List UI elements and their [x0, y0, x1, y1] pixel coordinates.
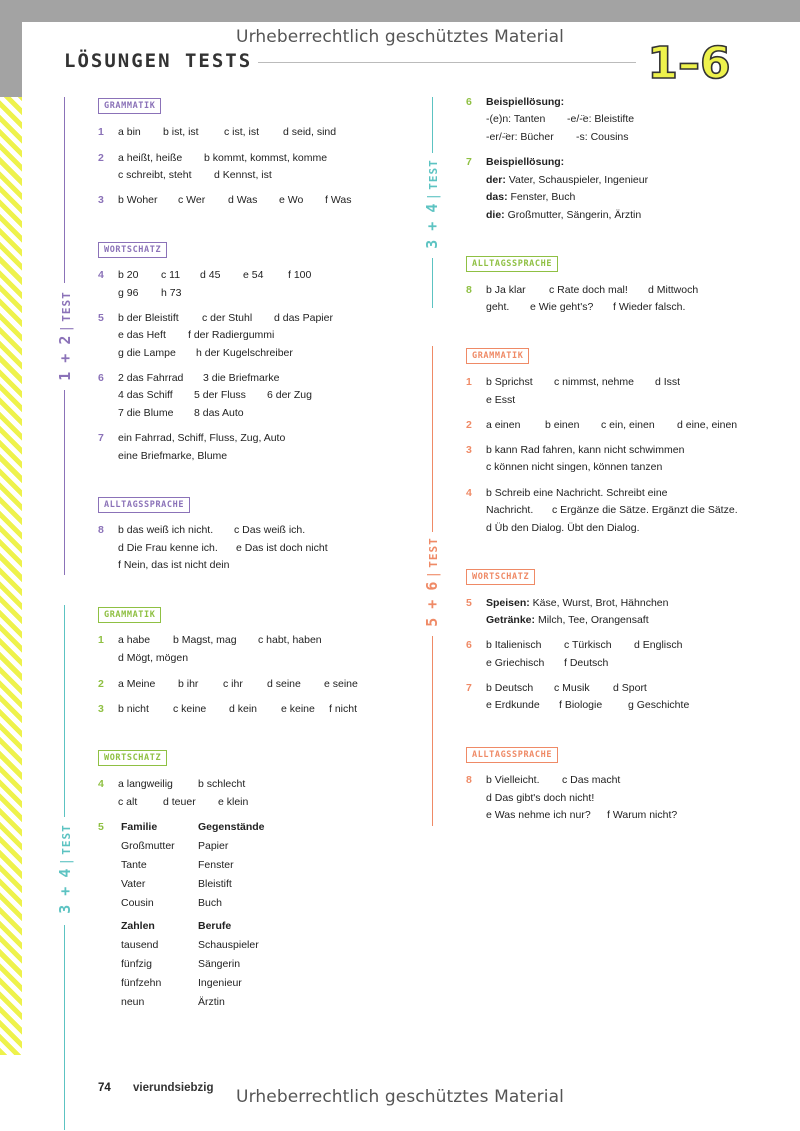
answer: f Biologie: [559, 699, 603, 711]
answer: f der Radiergummi: [188, 329, 275, 341]
answer: e Wie geht's?: [530, 301, 594, 313]
page-number: 74: [98, 1082, 111, 1094]
answer: Großmutter: [121, 840, 175, 852]
answer: e das Heft: [118, 329, 166, 341]
answer-line: die: Großmutter, Sängerin, Ärztin: [486, 209, 642, 221]
answer: d Isst: [655, 376, 681, 388]
answer: b Italienisch: [486, 639, 542, 651]
answer: d seid, sind: [283, 126, 337, 138]
heading-grammatik-34: GRAMMATIK: [98, 607, 161, 623]
watermark-bottom: Urheberrechtlich geschütztes Material: [236, 1087, 564, 1107]
answer: e keine: [281, 703, 315, 715]
exercise-number: 4: [98, 778, 104, 790]
exercise-number: 2: [98, 678, 104, 690]
rule-test34-right-upper: [432, 97, 433, 153]
example-heading: Beispiellösung:: [486, 96, 565, 108]
exercise-number: 6: [466, 96, 472, 108]
answer: 5 der Fluss: [194, 389, 246, 401]
answer: f nicht: [329, 703, 358, 715]
answer: c ist, ist: [224, 126, 260, 138]
answer: a heißt, heiße: [118, 152, 183, 164]
answer: e Erdkunde: [486, 699, 540, 711]
answer: b das weiß ich nicht.: [118, 524, 214, 536]
answer: d Üb den Dialog. Übt den Dialog.: [486, 522, 640, 534]
answer: fünfzig: [121, 958, 152, 970]
answer: e klein: [218, 796, 249, 808]
group-heading: Zahlen: [121, 920, 155, 932]
answer: e 54: [243, 269, 264, 281]
exercise-number: 3: [98, 703, 104, 715]
answer: a einen: [486, 419, 521, 431]
answer: d das Papier: [274, 312, 333, 324]
answer: d Sport: [613, 682, 647, 694]
answer: f Nein, das ist nicht dein: [118, 559, 230, 571]
answer: Fenster: [198, 859, 234, 871]
answer: h der Kugelschreiber: [196, 347, 293, 359]
answer: c habt, haben: [258, 634, 322, 646]
answer: d eine, einen: [677, 419, 738, 431]
answer: b Sprichst: [486, 376, 533, 388]
answer: b Deutsch: [486, 682, 534, 694]
exercise-number: 5: [466, 597, 472, 609]
section-label-test34-right: 3 + 4|TEST: [423, 159, 441, 249]
answer: c keine: [173, 703, 207, 715]
exercise-number: 7: [98, 432, 104, 444]
heading-alltagssprache-34: ALLTAGSSPRACHE: [466, 256, 558, 272]
answer: 8 das Auto: [194, 407, 244, 419]
exercise-number: 5: [98, 821, 104, 833]
section-label-test34-left: 3 + 4|TEST: [56, 824, 74, 914]
answer: d Die Frau kenne ich.: [118, 542, 218, 554]
answer: b einen: [545, 419, 580, 431]
answer: a bin: [118, 126, 141, 138]
answer: e seine: [324, 678, 358, 690]
exercise-number: 7: [466, 682, 472, 694]
exercise-number: 3: [98, 194, 104, 206]
exercise-number: 2: [98, 152, 104, 164]
answer: ein Fahrrad, Schiff, Fluss, Zug, Auto: [118, 432, 286, 444]
answer: f Deutsch: [564, 657, 609, 669]
answer: b ihr: [178, 678, 199, 690]
exercise-number: 5: [98, 312, 104, 324]
answer: c Das weiß ich.: [234, 524, 306, 536]
answer: c ein, einen: [601, 419, 655, 431]
answer: c Wer: [178, 194, 206, 206]
answer: f Warum nicht?: [607, 809, 678, 821]
answer-line: das: Fenster, Buch: [486, 191, 576, 203]
answer: e Das ist doch nicht: [236, 542, 328, 554]
answer: Papier: [198, 840, 229, 852]
page-number-word: vierundsiebzig: [133, 1082, 214, 1094]
rule-test34-right-lower: [432, 258, 433, 308]
answer: c 11: [161, 269, 181, 281]
rule-test12-upper: [64, 97, 65, 283]
answer: b kommt, kommst, komme: [204, 152, 328, 164]
answer: d teuer: [163, 796, 196, 808]
page-title: LÖSUNGEN TESTS: [64, 50, 253, 72]
answer: f Was: [325, 194, 352, 206]
answer: b schlecht: [198, 778, 246, 790]
rule-test56-lower: [432, 636, 433, 826]
answer-line: Getränke: Milch, Tee, Orangensaft: [486, 614, 649, 626]
heading-wortschatz-12: WORTSCHATZ: [98, 242, 167, 258]
answer: d kein: [229, 703, 258, 715]
answer: d Was: [228, 194, 258, 206]
answer: g 96: [118, 287, 139, 299]
exercise-number: 8: [466, 774, 472, 786]
answer: Tante: [121, 859, 147, 871]
answer: c Türkisch: [564, 639, 612, 651]
title-rule: [258, 62, 636, 63]
answer: c können nicht singen, können tanzen: [486, 461, 663, 473]
exercise-number: 1: [466, 376, 472, 388]
answer: Bleistift: [198, 878, 232, 890]
rule-test34-left-upper: [64, 605, 65, 817]
answer: f Wieder falsch.: [613, 301, 686, 313]
rule-test12-lower: [64, 390, 65, 575]
answer: geht.: [486, 301, 510, 313]
answer: e Was nehme ich nur?: [486, 809, 591, 821]
sidebar-gray-block: [0, 0, 22, 97]
answer: Sängerin: [198, 958, 241, 970]
answer: Vater: [121, 878, 146, 890]
answer: -s: Cousins: [576, 131, 629, 143]
answer: d Mögt, mögen: [118, 652, 189, 664]
section-label-test56: 5 + 6|TEST: [423, 537, 441, 627]
answer: e Griechisch: [486, 657, 545, 669]
exercise-number: 6: [98, 372, 104, 384]
exercise-number: 1: [98, 126, 104, 138]
answer: e Wo: [279, 194, 304, 206]
heading-wortschatz-56: WORTSCHATZ: [466, 569, 535, 585]
answer: a Meine: [118, 678, 156, 690]
answer: c ihr: [223, 678, 243, 690]
top-gray-band: [0, 0, 800, 22]
heading-grammatik-56: GRAMMATIK: [466, 348, 529, 364]
exercise-number: 2: [466, 419, 472, 431]
answer: Buch: [198, 897, 222, 909]
group-heading: Familie: [121, 821, 158, 833]
answer: b 20: [118, 269, 139, 281]
answer: c Rate doch mal!: [549, 284, 628, 296]
example-heading: Beispiellösung:: [486, 156, 565, 168]
answer: 4 das Schiff: [118, 389, 173, 401]
answer: c Das macht: [562, 774, 621, 786]
group-heading: Berufe: [198, 920, 232, 932]
answer: b nicht: [118, 703, 149, 715]
yellow-stripe-bar: [0, 97, 22, 1055]
exercise-number: 3: [466, 444, 472, 456]
answer: -er/-̈er: Bücher: [486, 131, 554, 143]
answer: Schauspieler: [198, 939, 259, 951]
answer: b Woher: [118, 194, 158, 206]
answer: g Geschichte: [628, 699, 690, 711]
answer: h 73: [161, 287, 182, 299]
answer: b der Bleistift: [118, 312, 179, 324]
answer: a langweilig: [118, 778, 173, 790]
watermark-top: Urheberrechtlich geschütztes Material: [236, 27, 564, 47]
answer: f 100: [288, 269, 312, 281]
exercise-number: 4: [98, 269, 104, 281]
answer-line: der: Vater, Schauspieler, Ingenieur: [486, 174, 649, 186]
answer: 6 der Zug: [267, 389, 312, 401]
answer: b Ja klar: [486, 284, 526, 296]
answer: b ist, ist: [163, 126, 199, 138]
heading-alltagssprache-12: ALLTAGSSPRACHE: [98, 497, 190, 513]
answer: d Kennst, ist: [214, 169, 272, 181]
answer: d Mittwoch: [648, 284, 699, 296]
answer: c Ergänze die Sätze. Ergänzt die Sätze.: [552, 504, 738, 516]
answer: c der Stuhl: [202, 312, 253, 324]
answer: c schreibt, steht: [118, 169, 192, 181]
answer: 3 die Briefmarke: [203, 372, 280, 384]
answer: c alt: [118, 796, 138, 808]
answer: b Vielleicht.: [486, 774, 540, 786]
answer: Ärztin: [198, 996, 225, 1008]
answer: d seine: [267, 678, 301, 690]
exercise-number: 4: [466, 487, 472, 499]
exercise-number: 8: [98, 524, 104, 536]
answer: tausend: [121, 939, 159, 951]
answer: Cousin: [121, 897, 154, 909]
answer: -(e)n: Tanten: [486, 113, 546, 125]
answer: 7 die Blume: [118, 407, 174, 419]
heading-wortschatz-34: WORTSCHATZ: [98, 750, 167, 766]
answer: e Esst: [486, 394, 516, 406]
exercise-number: 8: [466, 284, 472, 296]
answer: d Englisch: [634, 639, 683, 651]
answer: b Magst, mag: [173, 634, 237, 646]
answer: -e/-̈e: Bleistifte: [567, 113, 635, 125]
answer: Nachricht.: [486, 504, 534, 516]
answer: Ingenieur: [198, 977, 242, 989]
heading-alltagssprache-56: ALLTAGSSPRACHE: [466, 747, 558, 763]
exercise-number: 7: [466, 156, 472, 168]
answer: c nimmst, nehme: [554, 376, 634, 388]
badge-label: 1–6: [647, 38, 731, 89]
tests-badge-icon: [644, 34, 734, 90]
answer: a habe: [118, 634, 151, 646]
answer: fünfzehn: [121, 977, 162, 989]
answer: g die Lampe: [118, 347, 176, 359]
answer: c Musik: [554, 682, 590, 694]
exercise-number: 1: [98, 634, 104, 646]
answer-line: Speisen: Käse, Wurst, Brot, Hähnchen: [486, 597, 669, 609]
section-label-test12: 1 + 2|TEST: [56, 291, 74, 381]
answer: b Schreib eine Nachricht. Schreibt eine: [486, 487, 668, 499]
answer: d 45: [200, 269, 221, 281]
exercise-number: 6: [466, 639, 472, 651]
heading-grammatik-12: GRAMMATIK: [98, 98, 161, 114]
answer: b kann Rad fahren, kann nicht schwimmen: [486, 444, 685, 456]
rule-test56-upper: [432, 346, 433, 532]
answer: eine Briefmarke, Blume: [118, 450, 228, 462]
answer: d Das gibt's doch nicht!: [486, 792, 595, 804]
answer: neun: [121, 996, 145, 1008]
answer: 2 das Fahrrad: [118, 372, 184, 384]
group-heading: Gegenstände: [198, 821, 265, 833]
